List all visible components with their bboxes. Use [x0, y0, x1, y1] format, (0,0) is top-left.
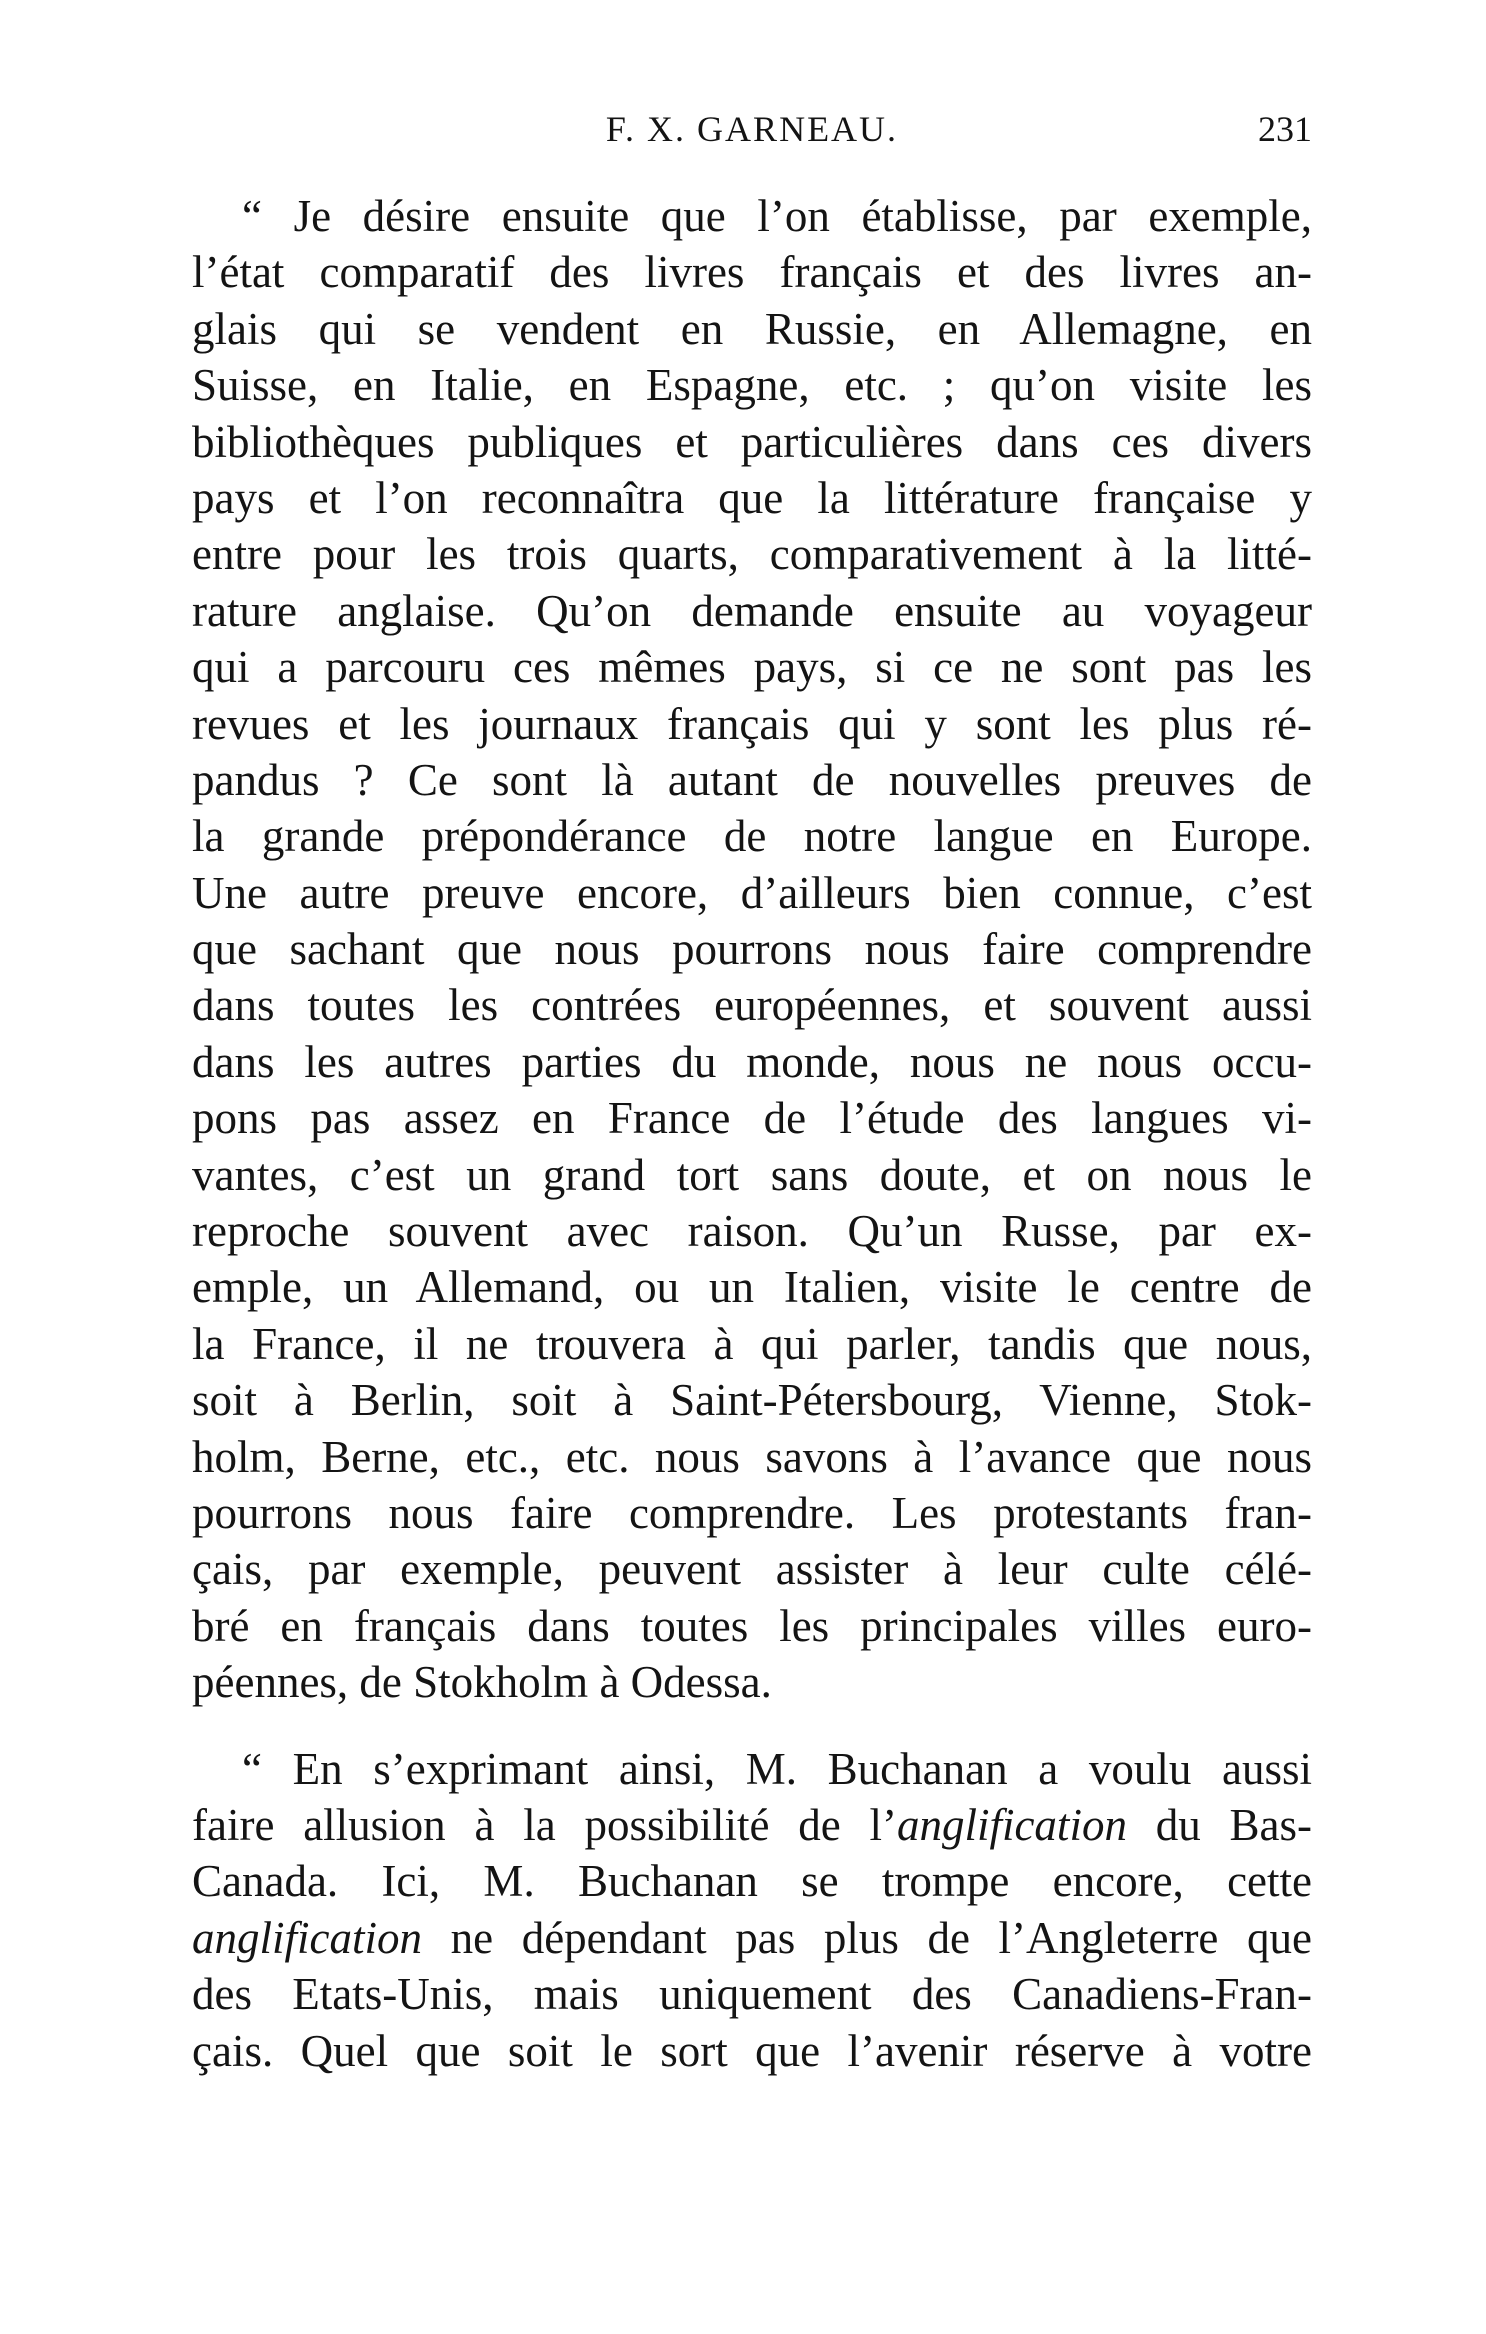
text-run: du Bas-	[1126, 1799, 1312, 1850]
text-line: bibliothèques publiques et particulières dans ces divers	[192, 416, 1312, 467]
paragraph-gap	[192, 1711, 1312, 1741]
paragraph-2	[192, 1741, 1312, 2079]
text-line: la grande prépondérance de notre langue en Europe.	[192, 811, 1312, 862]
text-line: dans toutes les contrées européennes, et souvent aussi	[192, 980, 1312, 1031]
text-line: pays et l’on reconnaîtra que la littérature française y	[192, 472, 1312, 523]
text-line: pons pas assez en France de l’étude des langues vi-	[192, 1093, 1312, 1144]
text-line: des Etats-Unis, mais uniquement des Canadiens-Fran-	[192, 1969, 1312, 2020]
text-line: que sachant que nous pourrons nous faire comprendre	[192, 924, 1312, 975]
page-header	[192, 108, 1312, 168]
text-line: pandus ? Ce sont là autant de nouvelles preuves de	[192, 754, 1312, 805]
text-line: péennes, de Stokholm à Odessa.	[192, 1657, 772, 1708]
text-line: “ Je désire ensuite que l’on établisse, par exemple,	[242, 191, 1312, 241]
text-line: Suisse, en Italie, en Espagne, etc. ; qu’on visite les	[192, 360, 1312, 411]
text-line: l’état comparatif des livres français et des livres an-	[192, 247, 1312, 298]
text-line: vantes, c’est un grand tort sans doute, et on nous le	[192, 1149, 1312, 1200]
page-number: 231	[1258, 109, 1312, 149]
text-run: faire allusion à la possibilité de l’	[192, 1799, 897, 1850]
italic-term: anglification	[192, 1912, 422, 1963]
text-line: çais, par exemple, peuvent assister à leur culte célé-	[192, 1544, 1312, 1595]
text-line: holm, Berne, etc., etc. nous savons à l’avance que nous	[192, 1431, 1312, 1482]
text-line	[192, 1910, 1312, 1966]
text-line: rature anglaise. Qu’on demande ensuite au voyageur	[192, 585, 1312, 636]
text-line: “ En s’exprimant ainsi, M. Buchanan a voulu aussi	[242, 1743, 1312, 1794]
text-line: Canada. Ici, M. Buchanan se trompe encore, cette	[192, 1856, 1312, 1907]
text-line: glais qui se vendent en Russie, en Allemagne, en	[192, 303, 1312, 354]
italic-term: anglification	[896, 1799, 1127, 1850]
text-line: revues et les journaux français qui y sont les plus ré-	[192, 698, 1312, 749]
text-line: soit à Berlin, soit à Saint-Pétersbourg, Vienne, Stok-	[192, 1375, 1312, 1426]
text-line: emple, un Allemand, ou un Italien, visite le centre de	[192, 1262, 1312, 1313]
text-line: bré en français dans toutes les principales villes euro-	[192, 1600, 1312, 1651]
text-line: entre pour les trois quarts, comparativement à la litté-	[192, 529, 1312, 580]
running-head: F. X. GARNEAU.	[605, 109, 899, 149]
text-line: çais. Quel que soit le sort que l’avenir réserve à votre	[192, 2025, 1312, 2076]
body-text	[192, 188, 1312, 2079]
text-line	[192, 1797, 1312, 1853]
paragraph-1	[192, 188, 1312, 1711]
text-line: Une autre preuve encore, d’ailleurs bien connue, c’est	[192, 867, 1312, 918]
text-line: pourrons nous faire comprendre. Les protestants fran-	[192, 1487, 1312, 1538]
text-line: dans les autres parties du monde, nous ne nous occu-	[192, 1036, 1312, 1087]
text-line: qui a parcouru ces mêmes pays, si ce ne sont pas les	[192, 642, 1312, 693]
text-line: reproche souvent avec raison. Qu’un Russe, par ex-	[192, 1206, 1312, 1257]
text-line: la France, il ne trouvera à qui parler, tandis que nous,	[192, 1318, 1312, 1369]
text-run: ne dépendant pas plus de l’Angleterre que	[422, 1912, 1312, 1963]
